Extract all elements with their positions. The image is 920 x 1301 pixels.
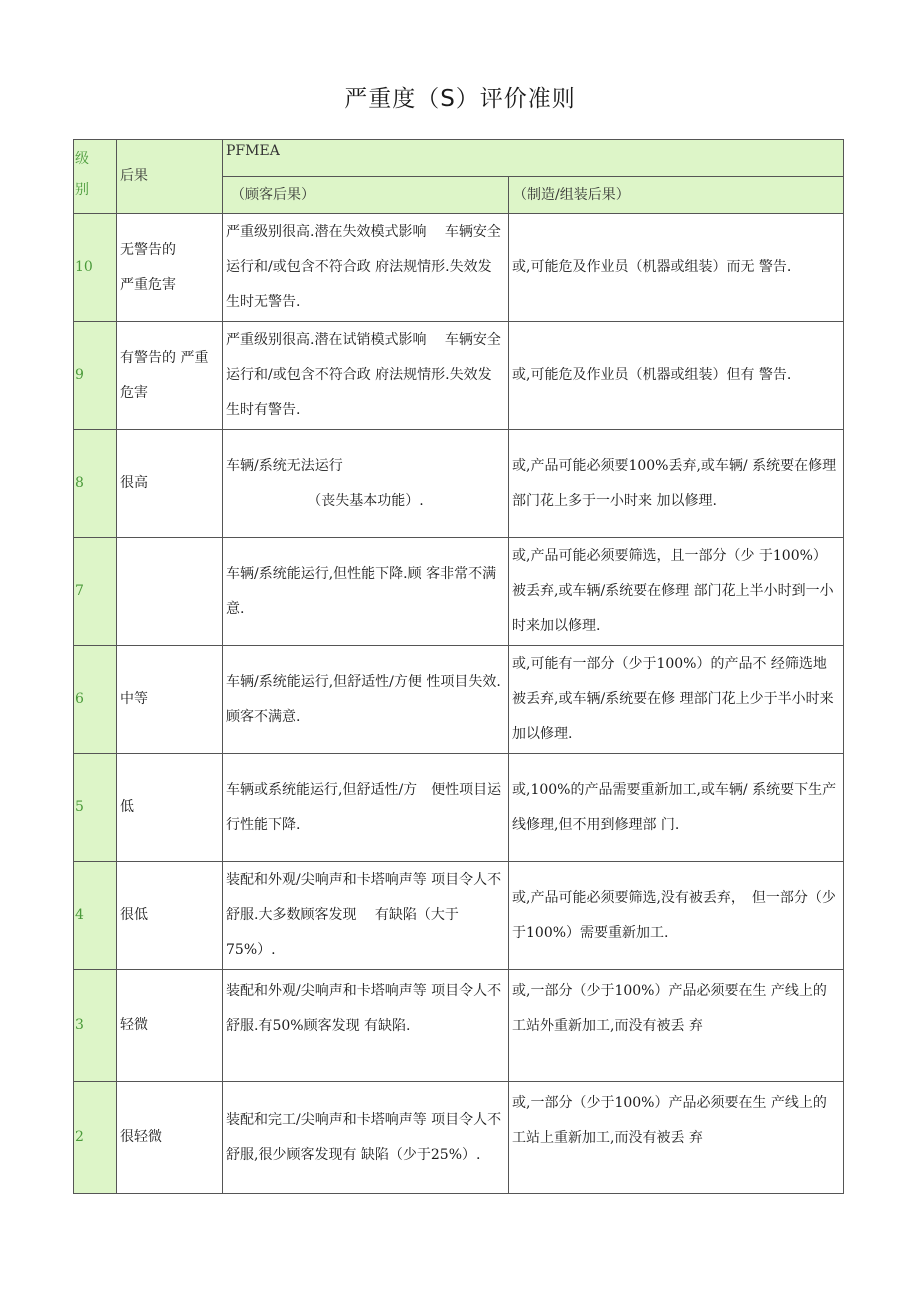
manufacturing-cell: 或,一部分（少于100%）产品必须要在生 产线上的工站外重新加工,而没有被丢 弃 (509, 970, 844, 1082)
manufacturing-cell: 或,产品可能必须要筛选,没有被丢弃， 但一部分（少于100%）需要重新加工. (509, 862, 844, 970)
customer-cell: 装配和完工/尖响声和卡塔响声等 项目令人不舒服,很少顾客发现有 缺陷（少于25%）. (223, 1082, 509, 1194)
manufacturing-cell: 或,一部分（少于100%）产品必须要在生 产线上的工站上重新加工,而没有被丢 弃 (509, 1082, 844, 1194)
customer-cell: 严重级别很高.潜在失效模式影响 车辆安全运行和/或包含不符合政 府法规情形.失效发生时无警告. (223, 214, 509, 322)
level-cell: 4 (74, 862, 117, 970)
table-row (74, 754, 844, 862)
level-cell: 2 (74, 1082, 117, 1194)
manufacturing-cell: 或,可能有一部分（少于100%）的产品不 经筛选地被丢弃,或车辆/系统要在修 理部门花上少于半小时来加以修理. (509, 646, 844, 754)
customer-cell (223, 430, 509, 538)
customer-cell: 车辆/系统能运行,但性能下降.顾 客非常不满意. (223, 538, 509, 646)
level-cell: 3 (74, 970, 117, 1082)
table-row (74, 646, 844, 754)
level-cell: 8 (74, 430, 117, 538)
level-cell: 10 (74, 214, 117, 322)
effect-cell: 低 (117, 754, 223, 862)
customer-line-2: （丧失基本功能）. (307, 492, 424, 509)
customer-cell: 装配和外观/尖响声和卡塔响声等 项目令人不舒服.大多数顾客发现 有缺陷（大于75%）. (223, 862, 509, 970)
customer-cell: 严重级别很高.潜在试销模式影响 车辆安全运行和/或包含不符合政 府法规情形.失效发生时有警告. (223, 322, 509, 430)
level-cell: 9 (74, 322, 117, 430)
effect-cell: 中等 (117, 646, 223, 754)
manufacturing-cell: 或,产品可能必须要筛选，且一部分（少 于100%）被丢弃,或车辆/系统要在修理 部门花上半小时到一小时来加以修理. (509, 538, 844, 646)
customer-cell: 车辆/系统能运行,但舒适性/方便 性项目失效.顾客不满意. (223, 646, 509, 754)
level-cell: 6 (74, 646, 117, 754)
table-row (74, 322, 844, 430)
header-level: 级 别 (74, 140, 117, 214)
customer-line-1: 车辆/系统无法运行 (226, 457, 343, 474)
effect-cell (117, 538, 223, 646)
table-row (74, 430, 844, 538)
manufacturing-cell: 或,100%的产品需要重新加工,或车辆/ 系统要下生产线修理,但不用到修理部 门. (509, 754, 844, 862)
effect-cell: 轻微 (117, 970, 223, 1082)
table-row (74, 1082, 844, 1194)
customer-cell: 车辆或系统能运行,但舒适性/方 便性项目运行性能下降. (223, 754, 509, 862)
header-effect: 后果 (117, 140, 223, 214)
table-row (74, 970, 844, 1082)
table-row (74, 214, 844, 322)
effect-cell: 很轻微 (117, 1082, 223, 1194)
effect-cell: 很低 (117, 862, 223, 970)
level-cell: 7 (74, 538, 117, 646)
table-row (74, 862, 844, 970)
customer-cell: 装配和外观/尖响声和卡塔响声等 项目令人不舒服.有50%顾客发现 有缺陷. (223, 970, 509, 1082)
effect-cell: 有警告的 严重危害 (117, 322, 223, 430)
page-title: 严重度（S）评价准则 (344, 86, 576, 112)
manufacturing-cell: 或,产品可能必须要100%丢弃,或车辆/ 系统要在修理部门花上多于一小时来 加以修理. (509, 430, 844, 538)
effect-cell: 无警告的 严重危害 (117, 214, 223, 322)
level-cell: 5 (74, 754, 117, 862)
header-pfmea: PFMEA (223, 140, 844, 177)
manufacturing-cell: 或,可能危及作业员（机器或组装）而无 警告. (509, 214, 844, 322)
manufacturing-cell: 或,可能危及作业员（机器或组装）但有 警告. (509, 322, 844, 430)
effect-cell: 很高 (117, 430, 223, 538)
header-customer: （顾客后果） (223, 177, 509, 214)
severity-table (73, 139, 844, 1194)
table-row (74, 538, 844, 646)
header-manufacturing: （制造/组装后果） (509, 177, 844, 214)
